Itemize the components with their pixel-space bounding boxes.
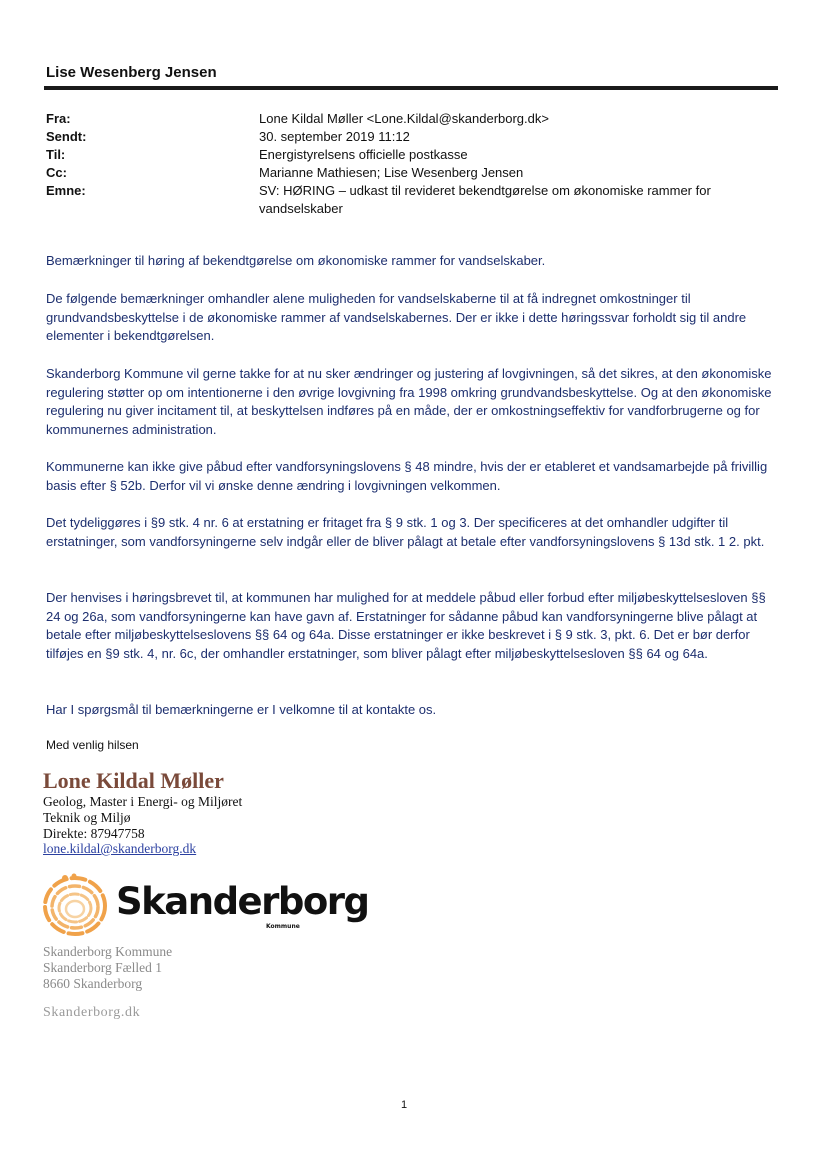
signature-name: Lone Kildal Møller bbox=[43, 768, 224, 793]
mailbox-owner-name: Lise Wesenberg Jensen bbox=[46, 64, 217, 81]
body-paragraph-6: Der henvises i høringsbrevet til, at kommunen har mulighed for at meddele påbud eller forbud efter miljøbeskyttelsesloven §§ 24 og 26a, som vandforsyningerne kan have gavn af. Erstatninger for sådanne påbud kan vandforsyningerne blive pålagt at betale efter miljøbeskyttelseslovens §§ 64 og 64a. Disse erstatninger er ikke beskrevet i § 9 stk. 3, pkt. 6. Det er bør derfor tilføjes en §9 stk. 4, nr. 6c, der omhandler erstatninger, som bliver pålagt efter miljøbeskyttelsesloven §§ 64 og 64a. bbox=[46, 590, 766, 661]
from-value: Lone Kildal Møller <Lone.Kildal@skanderborg.dk> bbox=[259, 111, 549, 126]
body-paragraph-2: De følgende bemærkninger omhandler alene muligheden for vandselskaberne til at få indregnet omkostninger til grundvandsbeskyttelse i de økonomiske rammer af vandselskabernes. Der er ikke i dette høringssvar forholdt sig til andre elementer i bekendtgørelsen. bbox=[46, 291, 747, 343]
page-number: 1 bbox=[401, 1099, 408, 1111]
address-line-2: Skanderborg Fælled 1 bbox=[43, 960, 162, 975]
signature-title: Geolog, Master i Energi- og Miljøret bbox=[43, 794, 243, 809]
signature-department: Teknik og Miljø bbox=[43, 810, 131, 825]
body-paragraph-4: Kommunerne kan ikke give påbud efter vandforsyningslovens § 48 mindre, hvis der er etableret et vandsamarbejde på frivillig basis efter § 52b. Derfor vil vi ønske denne ændring i lovgivningen velkommen. bbox=[46, 459, 768, 493]
header-divider bbox=[44, 86, 778, 90]
website-link[interactable]: Skanderborg.dk bbox=[43, 1005, 141, 1020]
logo-subtitle: Kommune bbox=[266, 923, 300, 930]
sent-value: 30. september 2019 11:12 bbox=[259, 129, 410, 144]
body-paragraph-3: Skanderborg Kommune vil gerne takke for at nu sker ændringer og justering af lovgivningen, så det sikres, at den økonomiske regulering støtter op om intentionerne i den øvrige lovgivning fra 1998 omkring grundvandsbeskyttelse. Og at den økonomiske regulering nu giver incitament til, at beskyttelsen indføres på en måde, der er omkostningseffektiv for vandforbrugerne og for kommunernes administration. bbox=[46, 366, 772, 437]
signature-email-link[interactable]: lone.kildal@skanderborg.dk bbox=[43, 841, 197, 856]
closing-greeting: Med venlig hilsen bbox=[46, 738, 139, 752]
skanderborg-logo-icon bbox=[40, 870, 110, 938]
signature-phone: Direkte: 87947758 bbox=[43, 826, 145, 841]
logo-wordmark: Skanderborg bbox=[116, 880, 369, 923]
subject-label: Emne: bbox=[46, 183, 86, 198]
sent-label: Sendt: bbox=[46, 129, 87, 144]
to-value: Energistyrelsens officielle postkasse bbox=[259, 147, 468, 162]
subject-value: SV: HØRING – udkast til revideret bekendtgørelse om økonomiske rammer for vandselskaber bbox=[259, 183, 711, 216]
to-label: Til: bbox=[46, 147, 66, 162]
from-label: Fra: bbox=[46, 111, 71, 126]
body-paragraph-7: Har I spørgsmål til bemærkningerne er I velkomne til at kontakte os. bbox=[46, 702, 437, 717]
body-paragraph-5: Det tydeliggøres i §9 stk. 4 nr. 6 at erstatning er fritaget fra § 9 stk. 1 og 3. Der specificeres at det omhandler udgifter til erstatninger, som vandforsyningerne selv indgår eller de bliver pålagt at betale efter vandforsyningslovens § 13d stk. 1 2. pkt. bbox=[46, 515, 765, 549]
body-paragraph-1: Bemærkninger til høring af bekendtgørelse om økonomiske rammer for vandselskaber. bbox=[46, 253, 546, 268]
cc-value: Marianne Mathiesen; Lise Wesenberg Jensen bbox=[259, 165, 524, 180]
address-line-3: 8660 Skanderborg bbox=[43, 976, 143, 991]
cc-label: Cc: bbox=[46, 165, 67, 180]
address-line-1: Skanderborg Kommune bbox=[43, 944, 173, 959]
